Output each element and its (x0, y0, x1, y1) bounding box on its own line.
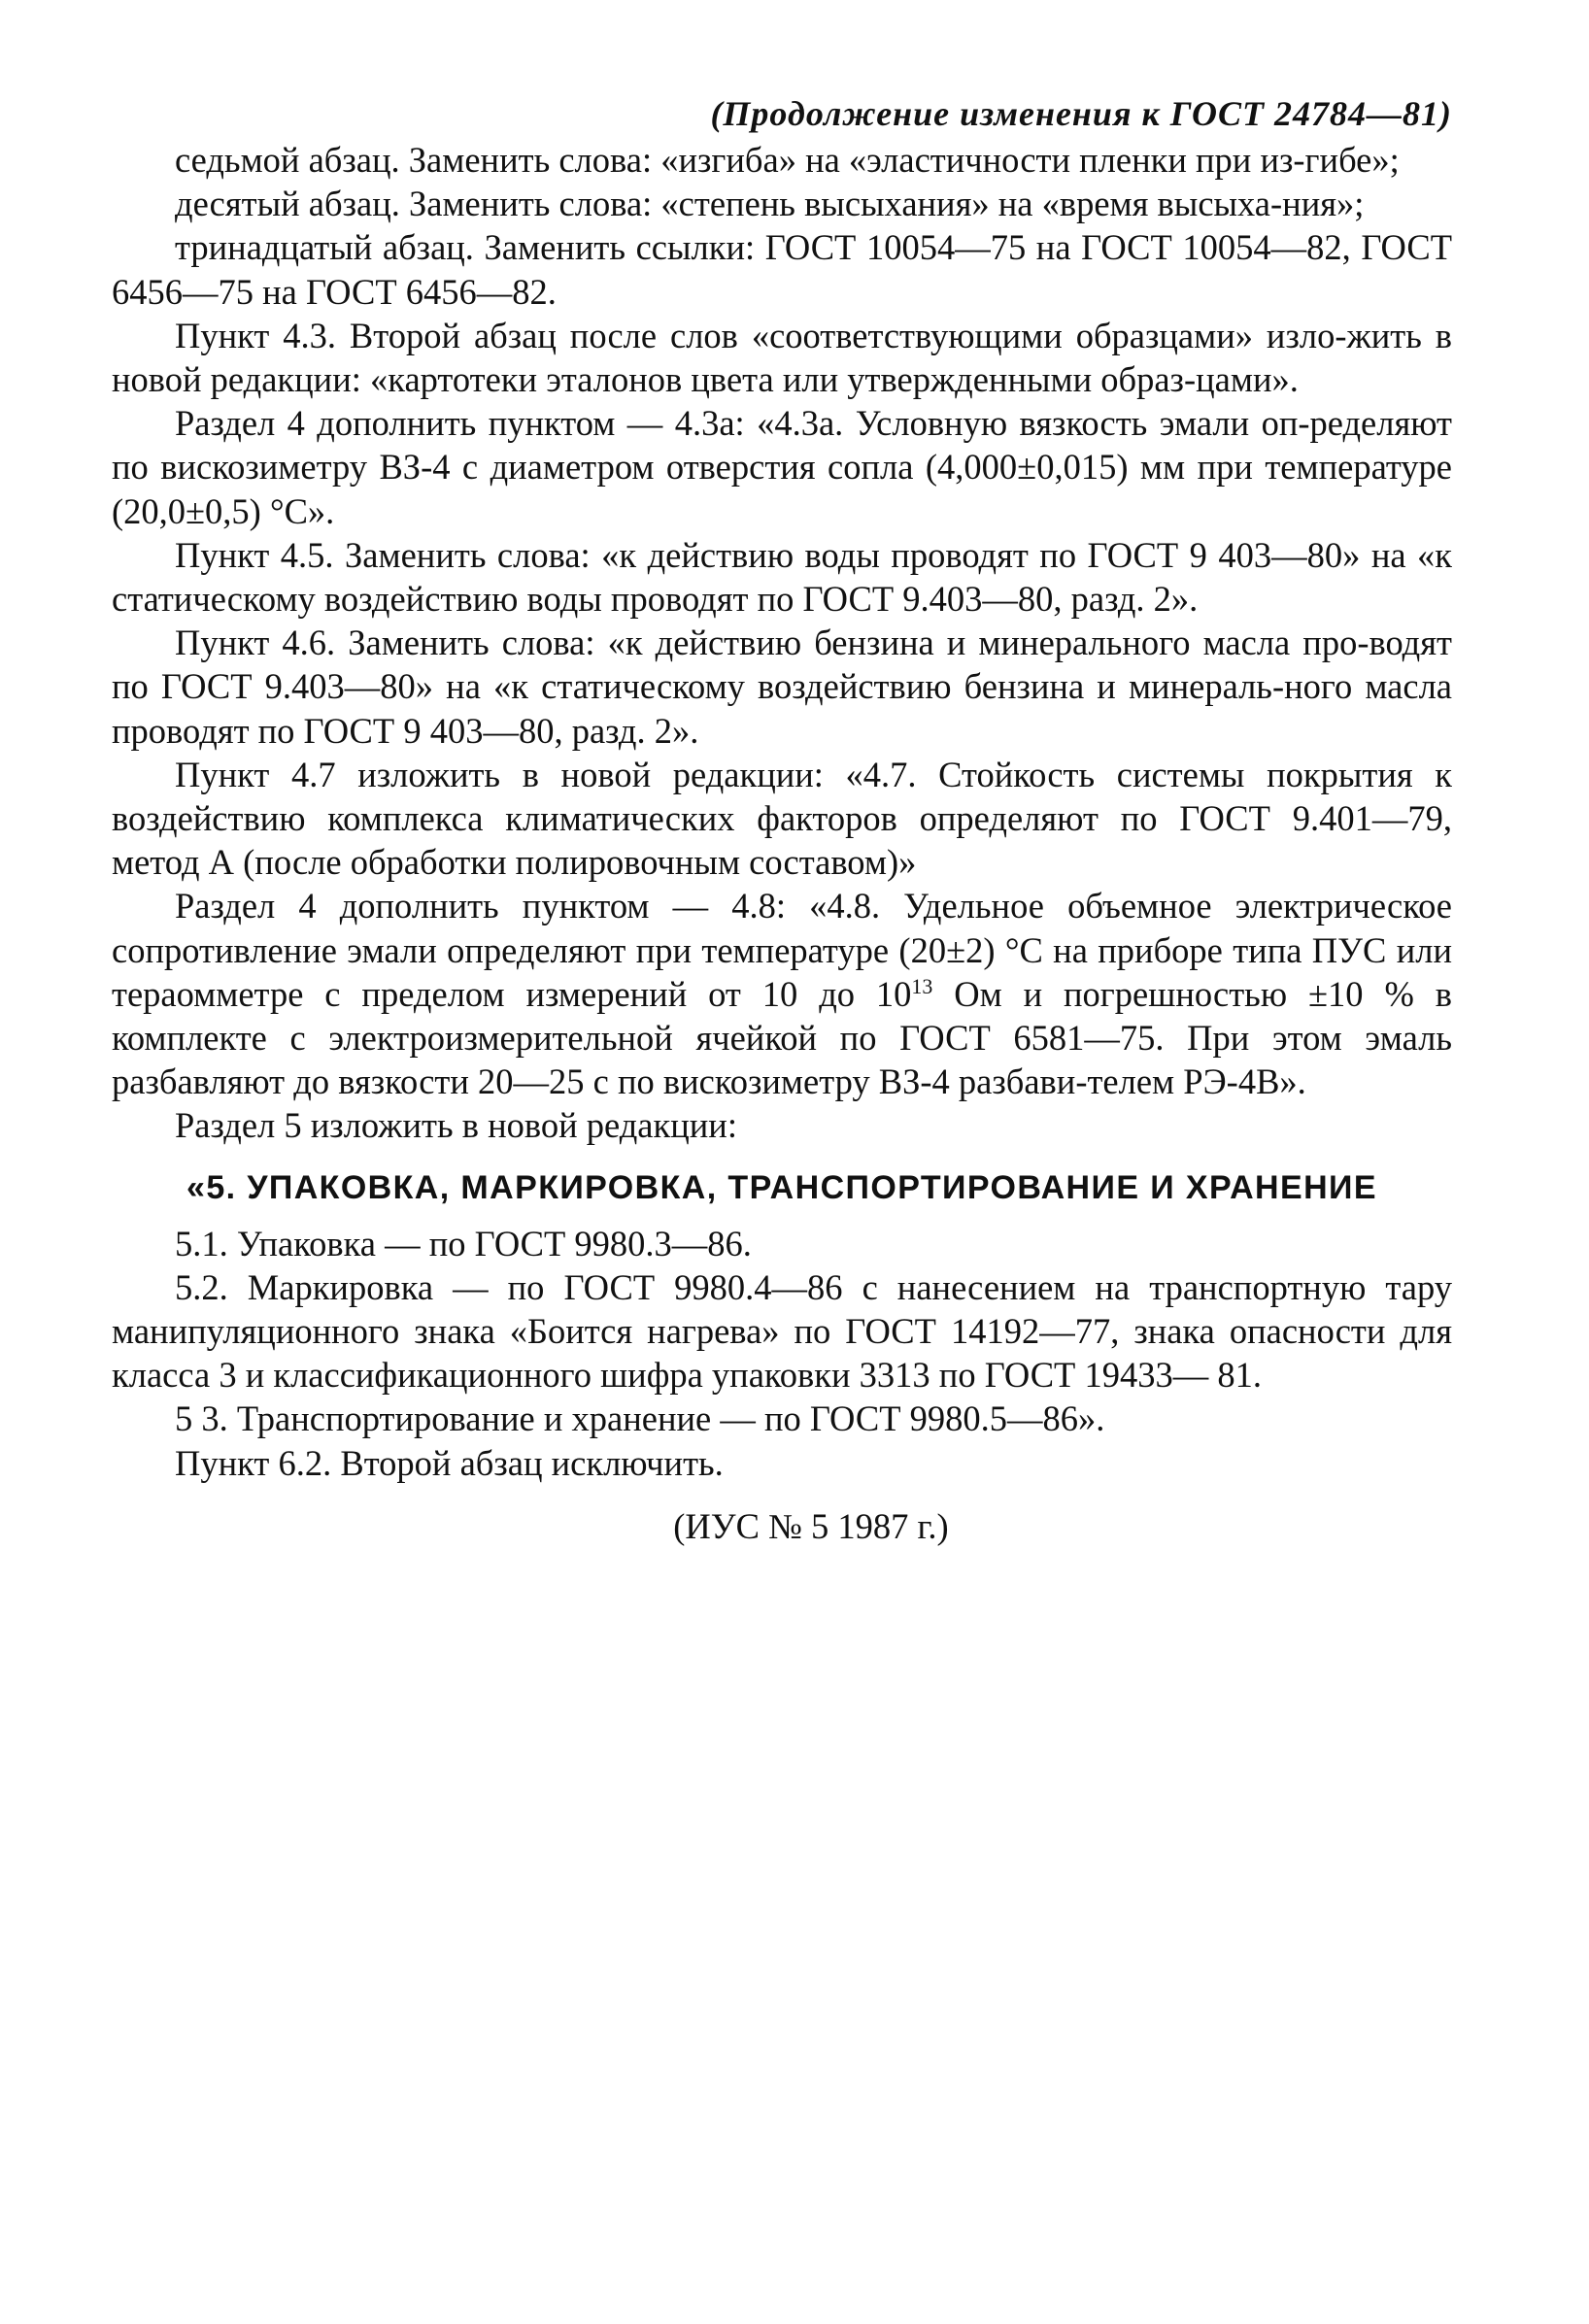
paragraph: 5.1. Упаковка — по ГОСТ 9980.3—86. (175, 1223, 752, 1263)
resistivity-text-b: Ом и погрешностью ±10 % в комплекте с электроизмерительной ячейкой по ГОСТ 6581—75. При этом эмаль разбавляют до вязкости 20—25 с по вискозиметру ВЗ-4 разбави-телем РЭ-4В». (112, 973, 1452, 1102)
paragraph: 5 3. Транспортирование и хранение — по ГОСТ 9980.5—86». (175, 1398, 1105, 1439)
source-reference: (ИУС № 5 1987 г.) (673, 1505, 949, 1546)
document-body (112, 89, 1452, 1548)
paragraph: Пункт 4.7 изложить в новой редакции: «4.7. Стойкость системы покрытия к воздействию комплекса климатических факторов определяют по ГОСТ 9.401—79, метод А (после обработки полировочным составом)» (112, 754, 1452, 883)
paragraph: седьмой абзац. Заменить слова: «изгиба» на «эластичности пленки при из-гибе»; (175, 140, 1400, 180)
paragraph: Пункт 4.6. Заменить слова: «к действию бензина и минерального масла про-водят по ГОСТ 9.403—80» на «к статическому воздействию бензина и минераль-ного масла проводят по ГОСТ 9 403—80, разд. 2». (112, 623, 1452, 751)
paragraph: Пункт 6.2. Второй абзац исключить. (175, 1442, 724, 1483)
paragraph: тринадцатый абзац. Заменить ссылки: ГОСТ 10054—75 на ГОСТ 10054—82, ГОСТ 6456—75 на ГОСТ 6456—82. (112, 227, 1452, 312)
paragraph: Пункт 4.5. Заменить слова: «к действию воды проводят по ГОСТ 9 403—80» на «к статическому воздействию воды проводят по ГОСТ 9.403—80, разд. 2». (112, 534, 1452, 620)
paragraph: Раздел 5 изложить в новой редакции: (175, 1105, 737, 1146)
paragraph: 5.2. Маркировка — по ГОСТ 9980.4—86 с нанесением на транспортную тару манипуляционного знака «Боится нагрева» по ГОСТ 14192—77, знака опасности для класса 3 и классификационного шифра упаковки 3313 по ГОСТ 19433— 81. (112, 1266, 1452, 1396)
exponent: 13 (911, 973, 933, 998)
paragraph-resistivity (112, 884, 1452, 1103)
resistivity-text-a: Раздел 4 дополнить пунктом — 4.8: «4.8. Удельное объемное электрическое сопротивление эмали определяют при температуре (20±2) °С на приборе типа ПУС или тераомметре с пределом измерений от 10 до 10 (112, 886, 1452, 1014)
section-title: «5. УПАКОВКА, МАРКИРОВКА, ТРАНСПОРТИРОВАНИЕ И ХРАНЕНИЕ (186, 1168, 1377, 1206)
paragraph: десятый абзац. Заменить слова: «степень высыхания» на «время высыха-ния»; (175, 184, 1365, 224)
running-header: (Продолжение изменения к ГОСТ 24784—81) (710, 94, 1452, 133)
paragraph: Пункт 4.3. Второй абзац после слов «соответствующими образцами» изло-жить в новой редакции: «картотеки эталонов цвета или утвержденными образ-цами». (112, 315, 1452, 400)
paragraph: Раздел 4 дополнить пунктом — 4.3а: «4.3а. Условную вязкость эмали оп-ределяют по вискозиметру ВЗ-4 с диаметром отверстия сопла (4,000±0,015) мм при температуре (20,0±0,5) °С». (112, 403, 1452, 531)
